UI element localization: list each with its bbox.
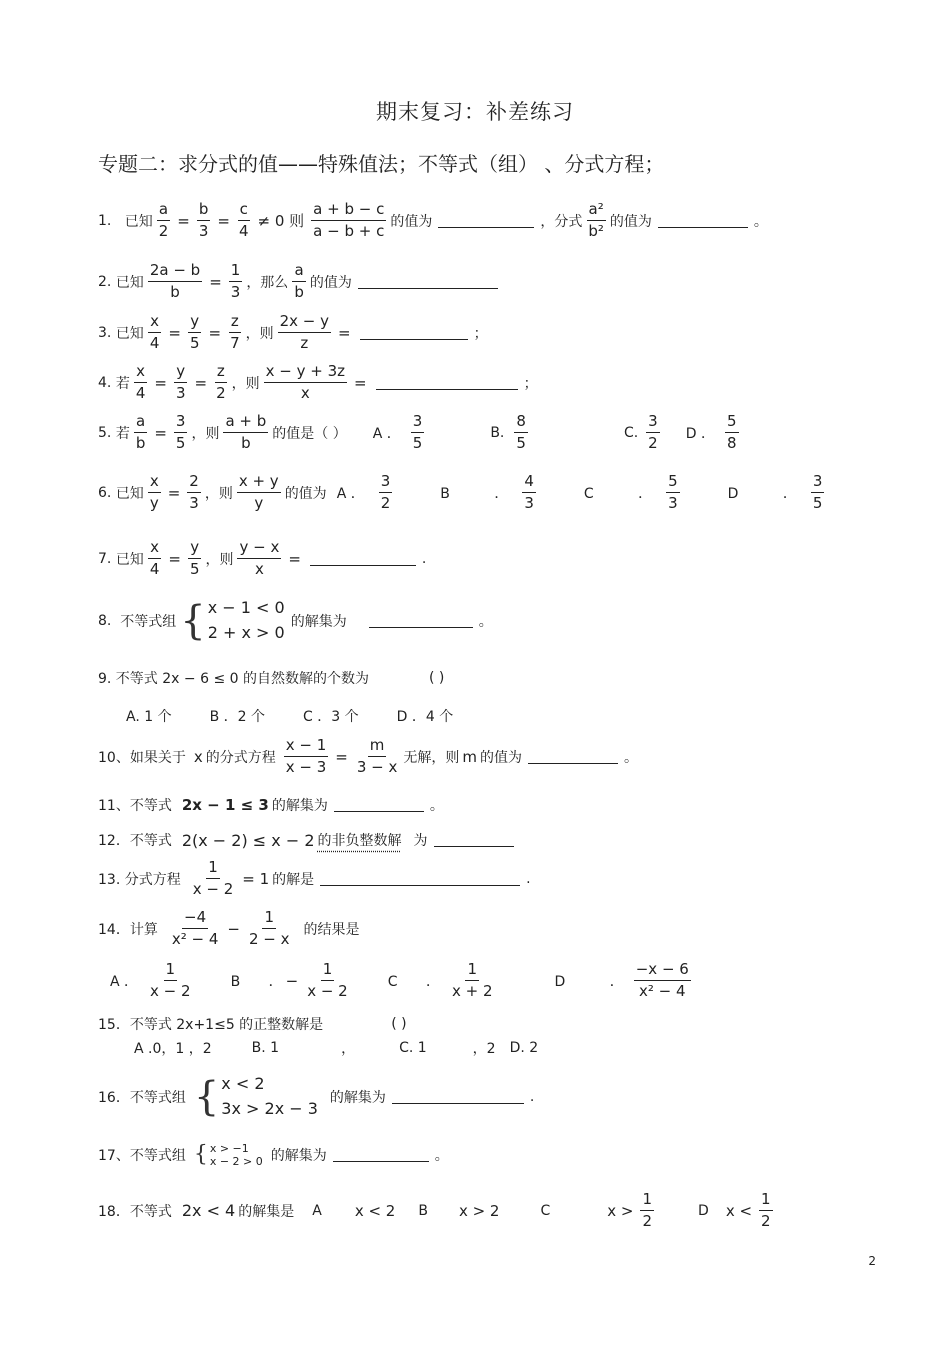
fraction: $\frac{y}{5}$ xyxy=(189,538,200,578)
fraction: $\frac{z}{2}$ xyxy=(216,362,226,402)
fraction: $\frac{a}{2}$ xyxy=(158,200,169,240)
fraction: $\frac{1}{3}$ xyxy=(230,261,241,301)
answer-blank[interactable] xyxy=(320,884,520,886)
inequality-system: x < 2 3x > 2x − 3 xyxy=(221,1074,318,1118)
option-c-label[interactable]: C xyxy=(540,1202,551,1219)
fraction: $\frac{m}{3 - x}$ xyxy=(356,736,398,776)
fraction: $\frac{1}{2}$ xyxy=(761,1190,771,1230)
fraction: $\frac{a}{b}$ xyxy=(135,412,146,452)
text: ，那么 xyxy=(246,274,289,291)
question-number: 12．不等式 xyxy=(98,833,172,849)
answer-paren[interactable]: ( ) xyxy=(391,1016,407,1032)
option-a[interactable]: A. 1 个 xyxy=(126,709,172,725)
text: ，则 xyxy=(245,325,274,342)
option-c-tail: ，2 xyxy=(472,1041,496,1057)
text: ； xyxy=(523,375,538,392)
fraction: $\frac{x - 1}{x - 3}$ xyxy=(285,736,327,776)
text: 。 xyxy=(753,213,768,230)
text: 的解集为 xyxy=(270,1148,327,1165)
question-12: 12．不等式 2(x − 2) ≤ x − 2 的非负整数解 为 xyxy=(98,830,520,850)
answer-blank[interactable] xyxy=(360,338,468,340)
question-11: 11、不等式 2x − 1 ≤ 3 的解集为 。 xyxy=(98,796,444,814)
question-9 xyxy=(98,668,444,688)
option-b[interactable]: B ．2 个 xyxy=(209,709,266,725)
text: . xyxy=(529,1088,535,1105)
answer-paren[interactable]: ( ) xyxy=(428,670,445,686)
text: 的值为 xyxy=(284,485,327,502)
option-b-separator: ， xyxy=(341,1041,356,1057)
text: ，则 xyxy=(205,551,234,568)
option-d-value: x < xyxy=(725,1201,753,1220)
fraction: $\frac{1}{x - 2}$ xyxy=(192,858,234,898)
text: 已知 xyxy=(115,274,144,291)
page-title: 期末复习：补差练习 xyxy=(376,100,574,124)
fraction: $\frac{a + b - c}{a - b + c}$ xyxy=(313,200,385,240)
text: 的解集为 xyxy=(271,798,328,814)
question-14-options xyxy=(110,962,695,999)
text: 为 xyxy=(413,833,428,849)
text: ，分式 xyxy=(540,213,583,230)
question-8 xyxy=(98,596,493,646)
inequality-system: x − 1 < 0 2 + x > 0 xyxy=(207,598,285,642)
question-number: 11、不等式 xyxy=(98,798,172,814)
text: ； xyxy=(473,325,488,342)
question-1: 1. 已知 $\frac{a}{2}$ = $\frac{b}{3}$ = $\frac{c}{4}$ ≠ 0 则 $\frac{a + b - c}{a - b + c}$ 的值为 ，分式 $\frac{\text{a²}}{\text{b²}}$ 的值为 。 xyxy=(98,200,768,240)
fraction: $\frac{x}{4}$ xyxy=(149,538,160,578)
option-a-label[interactable]: A xyxy=(312,1202,322,1219)
answer-blank[interactable] xyxy=(376,388,518,390)
question-number: 6. xyxy=(98,484,112,501)
fraction: $\frac{2a - b}{b}$ xyxy=(149,261,201,301)
option-d[interactable]: D ．4 个 xyxy=(396,709,454,725)
text: 无解，则 xyxy=(403,749,460,766)
text: 。 xyxy=(434,1148,449,1165)
text: 已知 xyxy=(115,485,144,502)
question-number: 18．不等式 xyxy=(98,1203,172,1220)
text: 若 xyxy=(115,425,130,442)
text: 的分式方程 xyxy=(205,749,276,766)
left-brace: { xyxy=(193,1073,220,1120)
fraction: $\frac{x - y + 3z}{x}$ xyxy=(265,362,345,402)
answer-blank[interactable] xyxy=(310,564,416,566)
fraction: $\frac{x}{4}$ xyxy=(135,362,146,402)
text: 已知 xyxy=(115,551,144,568)
fraction: $\frac{-4}{\text{x² − 4}}$ xyxy=(171,908,219,948)
answer-blank[interactable] xyxy=(658,226,748,228)
question-number: 2. xyxy=(98,273,112,290)
option-b[interactable]: B. 1 xyxy=(251,1040,280,1056)
question-number: 13. 分式方程 xyxy=(98,871,181,888)
option-b[interactable]: B. $\frac{8}{5}$ xyxy=(490,412,526,452)
option-d-label[interactable]: D xyxy=(698,1202,709,1219)
text: ，则 xyxy=(231,375,260,392)
question-16 xyxy=(98,1072,534,1122)
fraction: $\frac{a}{b}$ xyxy=(294,261,304,301)
text: 的结果是 xyxy=(303,921,360,938)
option-d[interactable]: D ． $\frac{5}{8}$ xyxy=(685,412,737,452)
question-number: 17、不等式组 xyxy=(98,1148,186,1165)
question-9-options xyxy=(126,706,453,726)
option-c[interactable]: C ． $\frac{5}{3}$ xyxy=(583,472,678,512)
answer-blank[interactable] xyxy=(438,226,534,228)
question-14: 14．计算 $\frac{-4}{\text{x² − 4}}$ − $\frac{1}{2 - x}$ 的结果是 xyxy=(98,908,360,948)
fraction: $\frac{y}{5}$ xyxy=(189,312,200,352)
text: 的值为 xyxy=(479,749,522,766)
question-7: 7. 已知 $\frac{x}{4}$ = $\frac{y}{5}$ ，则 $\frac{y - x}{x}$ = . xyxy=(98,538,427,578)
text: 已知 xyxy=(115,325,144,342)
question-number: 3. xyxy=(98,324,112,341)
question-18: 18．不等式 2x < 4 的解集是 A x < 2 B x > 2 C x > $\frac{1}{2}$ D x < $\frac{1}{2}$ xyxy=(98,1190,771,1230)
question-number: 7. xyxy=(98,550,112,567)
fraction: $\frac{y - x}{x}$ xyxy=(239,538,280,578)
fraction: $\frac{a + b}{b}$ xyxy=(225,412,267,452)
fraction: $\frac{x}{4}$ xyxy=(149,312,160,352)
text: 的解集为 xyxy=(329,1089,386,1106)
text: ，则 xyxy=(204,485,233,502)
question-13: 13. 分式方程 $\frac{1}{x - 2}$ = 1 的解是 . xyxy=(98,858,531,898)
option-a[interactable]: A .0，1 ，2 xyxy=(134,1041,212,1057)
inequality-system: x > −1 x − 2 > 0 xyxy=(209,1142,263,1169)
text: ≠ 0 则 xyxy=(257,212,305,230)
question-6: 6. 已知 $\frac{x}{y}$ = $\frac{2}{3}$ ，则 $\frac{x + y}{y}$ 的值为 A ． $\frac{3}{2}$ B ． $\frac{4}{3}$ C ． $\frac{5}{3}$ D ． $\frac{3}{5}$ xyxy=(98,474,828,511)
answer-blank[interactable] xyxy=(392,1102,524,1104)
option-a[interactable]: A ． $\frac{3}{2}$ xyxy=(336,472,391,512)
fraction: $\frac{x}{y}$ xyxy=(149,472,159,512)
page-number: 2 xyxy=(868,1254,876,1268)
text: 不等式组 xyxy=(120,613,177,630)
left-brace: { xyxy=(180,597,206,644)
text: 的值是（ ） xyxy=(272,425,347,442)
question-number: 4. xyxy=(98,374,112,391)
text: . xyxy=(526,870,531,887)
question-15 xyxy=(98,1014,407,1034)
option-d[interactable]: D ． $\frac{3}{5}$ xyxy=(727,472,823,512)
answer-blank[interactable] xyxy=(528,762,618,764)
option-c[interactable]: C ． $\frac{1}{x + 2}$ xyxy=(387,960,493,1000)
fraction: $\frac{z}{7}$ xyxy=(230,312,240,352)
text: 的解集是 xyxy=(238,1203,295,1220)
text: 。 xyxy=(478,613,493,630)
fraction: $\frac{2}{3}$ xyxy=(189,472,199,512)
question-number: 8. xyxy=(98,612,112,629)
option-a[interactable]: A ． $\frac{3}{5}$ xyxy=(372,412,423,452)
option-b-label[interactable]: B xyxy=(418,1202,428,1219)
fraction: $\frac{y}{3}$ xyxy=(175,362,186,402)
question-2: 2. 已知 $\frac{2a - b}{b}$ = $\frac{1}{3}$ ，那么 $\frac{a}{b}$ 的值为 xyxy=(98,263,504,300)
text: 。 xyxy=(429,798,444,814)
question-10: 10、如果关于 x 的分式方程 $\frac{x - 1}{x - 3}$ = $\frac{m}{3 - x}$ 无解，则 m 的值为 。 xyxy=(98,736,638,776)
fraction: $\frac{x + y}{y}$ xyxy=(238,472,279,512)
text: 的值为 xyxy=(609,213,652,230)
question-text: 9. 不等式 2x − 6 ≤ 0 的自然数解的个数为 xyxy=(98,671,369,687)
question-number: 14．计算 xyxy=(98,921,158,938)
option-a[interactable]: A ． $\frac{1}{x - 2}$ xyxy=(110,960,191,1000)
option-b-value: x > 2 xyxy=(458,1201,500,1220)
question-17 xyxy=(98,1142,449,1168)
option-a-value: x < 2 xyxy=(354,1201,396,1220)
answer-blank[interactable] xyxy=(358,287,498,289)
text: 的解是 xyxy=(272,871,315,888)
fraction: $\frac{\text{a²}}{\text{b²}}$ xyxy=(588,200,604,240)
fraction: $\frac{1}{2}$ xyxy=(642,1190,653,1230)
question-number: 5. xyxy=(98,424,112,441)
fraction: $\frac{c}{4}$ xyxy=(238,200,249,240)
question-5: 5. 若 $\frac{a}{b}$ = $\frac{3}{5}$ ，则 $\frac{a + b}{b}$ 的值是（ ） A ． $\frac{3}{5}$ B. $\frac{8}{5}$ C. $\frac{3}{2}$ D ． $\frac{5}{8}$ xyxy=(98,414,743,451)
option-b[interactable]: B ． $\frac{4}{3}$ xyxy=(440,472,534,512)
option-d[interactable]: D. 2 xyxy=(509,1040,539,1056)
option-c[interactable]: C. $\frac{3}{2}$ xyxy=(623,412,658,452)
question-text: 15．不等式 2x+1≤5 的正整数解是 xyxy=(98,1017,324,1033)
answer-blank[interactable] xyxy=(334,810,424,812)
option-c[interactable]: C ．3 个 xyxy=(303,709,359,725)
left-brace: { xyxy=(193,1142,208,1168)
option-b[interactable]: B ． − $\frac{1}{x - 2}$ xyxy=(230,960,348,1000)
question-number: 10、如果关于 xyxy=(98,749,186,766)
option-d[interactable]: D ． $\frac{-x - 6}{\text{x² − 4}}$ xyxy=(554,960,689,1000)
question-15-options xyxy=(134,1038,538,1058)
answer-blank[interactable] xyxy=(434,845,514,847)
fraction: $\frac{1}{2 - x}$ xyxy=(248,908,290,948)
question-3: 3. 已知 $\frac{x}{4}$ = $\frac{y}{5}$ = $\frac{z}{7}$ ，则 $\frac{2x - y}{z}$ = ； xyxy=(98,312,488,352)
text: . xyxy=(421,550,427,567)
fraction: $\frac{2x - y}{z}$ xyxy=(279,312,330,352)
option-c-value: x > xyxy=(607,1201,634,1220)
question-4: 4. 若 $\frac{x}{4}$ = $\frac{y}{3}$ = $\frac{z}{2}$ ，则 $\frac{x - y + 3z}{x}$ = ； xyxy=(98,362,538,402)
question-number: 16．不等式组 xyxy=(98,1089,186,1106)
fraction: $\frac{b}{3}$ xyxy=(198,200,209,240)
text: 的非负整数解 xyxy=(317,833,402,849)
option-c[interactable]: C. 1 xyxy=(399,1040,427,1056)
answer-blank[interactable] xyxy=(369,626,473,628)
question-number: 1. xyxy=(98,212,112,229)
text: 的解集为 xyxy=(290,613,347,630)
text: 的值为 xyxy=(390,213,433,230)
text: 若 xyxy=(115,375,130,392)
text: ，则 xyxy=(191,425,220,442)
fraction: $\frac{3}{5}$ xyxy=(175,412,186,452)
section-subtitle: 专题二：求分式的值——特殊值法；不等式（组） 、分式方程； xyxy=(98,152,665,176)
answer-blank[interactable] xyxy=(333,1160,429,1162)
text: 的值为 xyxy=(309,274,352,291)
text: 。 xyxy=(623,749,638,766)
text: 已知 xyxy=(124,213,153,230)
